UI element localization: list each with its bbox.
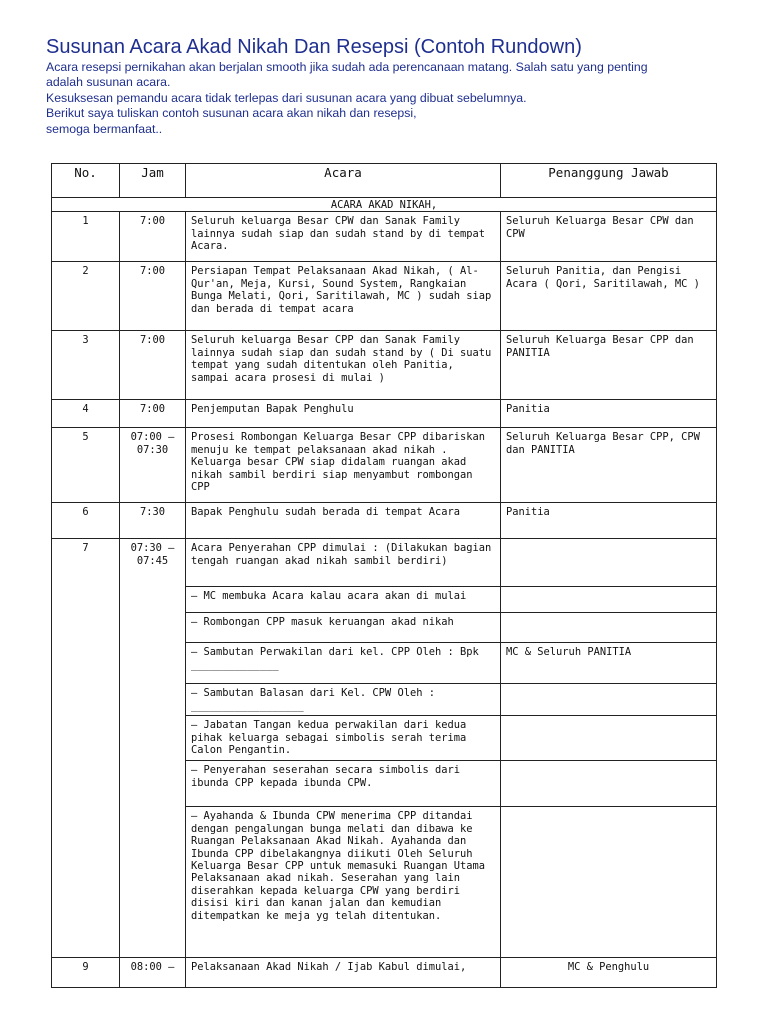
row-pj: Panitia xyxy=(501,503,717,539)
row-pj: Seluruh Keluarga Besar CPP dan PANITIA xyxy=(501,331,717,400)
table-row xyxy=(52,400,717,428)
table-header-row xyxy=(52,164,717,198)
row-acara: Penjemputan Bapak Penghulu xyxy=(186,400,501,428)
header-no: No. xyxy=(52,164,120,198)
row-pj xyxy=(501,587,717,613)
intro-line: adalah susunan acara. xyxy=(46,75,171,90)
row-jam: 07:00 – 07:30 xyxy=(120,428,186,503)
row-jam: 08:00 – xyxy=(120,958,186,988)
row-pj xyxy=(501,716,717,761)
table-row xyxy=(52,958,717,988)
row-no: 6 xyxy=(52,503,120,539)
row-jam: 07:30 – 07:45 xyxy=(120,539,186,958)
intro-line: Berikut saya tuliskan contoh susunan acara akan nikah dan resepsi, xyxy=(46,106,417,121)
row-acara: – Rombongan CPP masuk keruangan akad nikah xyxy=(186,613,501,643)
rundown-table xyxy=(51,163,717,988)
table-row xyxy=(52,331,717,400)
row-acara: Prosesi Rombongan Keluarga Besar CPP dibariskan menuju ke tempat pelaksanaan akad nikah . Keluarga besar CPW siap didalam ruangan akad nikah sambil berdiri siap menyambut rombongan CPP xyxy=(186,428,501,503)
row-acara: Persiapan Tempat Pelaksanaan Akad Nikah, ( Al-Qur'an, Meja, Kursi, Sound System, Rangkaian Bunga Melati, Qori, Saritilawah, MC ) sudah siap dan berada di tempat acara xyxy=(186,262,501,331)
intro-line: semoga bermanfaat.. xyxy=(46,121,163,136)
header-penanggung-jawab: Penanggung Jawab xyxy=(501,164,717,198)
row-jam: 7:00 xyxy=(120,262,186,331)
row-jam: 7:00 xyxy=(120,212,186,262)
row-pj: MC & Seluruh PANITIA xyxy=(501,643,717,684)
row-no: 1 xyxy=(52,212,120,262)
row-no: 9 xyxy=(52,958,120,988)
row-acara: – Jabatan Tangan kedua perwakilan dari kedua pihak keluarga sebagai simbolis serah terima Calon Pengantin. xyxy=(186,716,501,761)
row-acara: – Sambutan Perwakilan dari kel. CPP Oleh : Bpk ______________ xyxy=(186,643,501,684)
row-pj xyxy=(501,613,717,643)
row-jam: 7:00 xyxy=(120,331,186,400)
table-row xyxy=(52,428,717,503)
table-row xyxy=(52,503,717,539)
section-row xyxy=(52,198,717,212)
row-pj xyxy=(501,684,717,716)
intro-line: Kesuksesan pemandu acara tidak terlepas dari susunan acara yang dibuat sebelumnya. xyxy=(46,90,527,105)
row-pj: Seluruh Keluarga Besar CPP, CPW dan PANITIA xyxy=(501,428,717,503)
section-title: ACARA AKAD NIKAH, xyxy=(52,198,717,212)
row-acara: Pelaksanaan Akad Nikah / Ijab Kabul dimulai, xyxy=(186,958,501,988)
table-row xyxy=(52,539,717,587)
row-acara: – Penyerahan seserahan secara simbolis dari ibunda CPP kepada ibunda CPW. xyxy=(186,761,501,807)
intro-paragraph xyxy=(46,60,736,137)
row-acara: – Ayahanda & Ibunda CPW menerima CPP ditandai dengan pengalungan bunga melati dan dibawa ke Ruangan Pelaksanaan Akad Nikah. Ayahanda dan Ibunda CPP dibelakangnya diikuti Oleh Seluruh Keluarga Besar CPP untuk memasuki Ruangan Utama Pelaksanaan akad nikah. Seserahan yang lain diserahkan kepada keluarga CPW yang berdiri disisi kiri dan kanan jalan dan kemudian ditempatkan ke meja yg telah ditentukan. xyxy=(186,807,501,958)
row-pj xyxy=(501,539,717,587)
header-jam: Jam xyxy=(120,164,186,198)
row-pj xyxy=(501,807,717,958)
row-pj: Panitia xyxy=(501,400,717,428)
row-acara: – Sambutan Balasan dari Kel. CPW Oleh : __________________ xyxy=(186,684,501,716)
row-pj: Seluruh Panitia, dan Pengisi Acara ( Qori, Saritilawah, MC ) xyxy=(501,262,717,331)
row-no: 3 xyxy=(52,331,120,400)
header-acara: Acara xyxy=(186,164,501,198)
row-pj xyxy=(501,761,717,807)
page-title: Susunan Acara Akad Nikah Dan Resepsi (Contoh Rundown) xyxy=(46,36,582,58)
row-no: 2 xyxy=(52,262,120,331)
row-no: 5 xyxy=(52,428,120,503)
row-acara: Seluruh keluarga Besar CPP dan Sanak Family lainnya sudah siap dan sudah stand by ( Di suatu tempat yang sudah ditentukan oleh Panitia, sampai acara prosesi di mulai ) xyxy=(186,331,501,400)
row-no: 7 xyxy=(52,539,120,958)
intro-line: Acara resepsi pernikahan akan berjalan smooth jika sudah ada perencanaan matang. Salah satu yang penting xyxy=(46,60,648,74)
row-acara: Seluruh keluarga Besar CPW dan Sanak Family lainnya sudah siap dan sudah stand by di tempat Acara. xyxy=(186,212,501,262)
row-jam: 7:00 xyxy=(120,400,186,428)
table-row xyxy=(52,212,717,262)
row-no: 4 xyxy=(52,400,120,428)
row-acara: Bapak Penghulu sudah berada di tempat Acara xyxy=(186,503,501,539)
row-jam: 7:30 xyxy=(120,503,186,539)
row-acara: – MC membuka Acara kalau acara akan di mulai xyxy=(186,587,501,613)
row-pj: Seluruh Keluarga Besar CPW dan CPW xyxy=(501,212,717,262)
row-acara: Acara Penyerahan CPP dimulai : (Dilakukan bagian tengah ruangan akad nikah sambil berdiri) xyxy=(186,539,501,587)
row-pj: MC & Penghulu xyxy=(501,958,717,988)
table-row xyxy=(52,262,717,331)
